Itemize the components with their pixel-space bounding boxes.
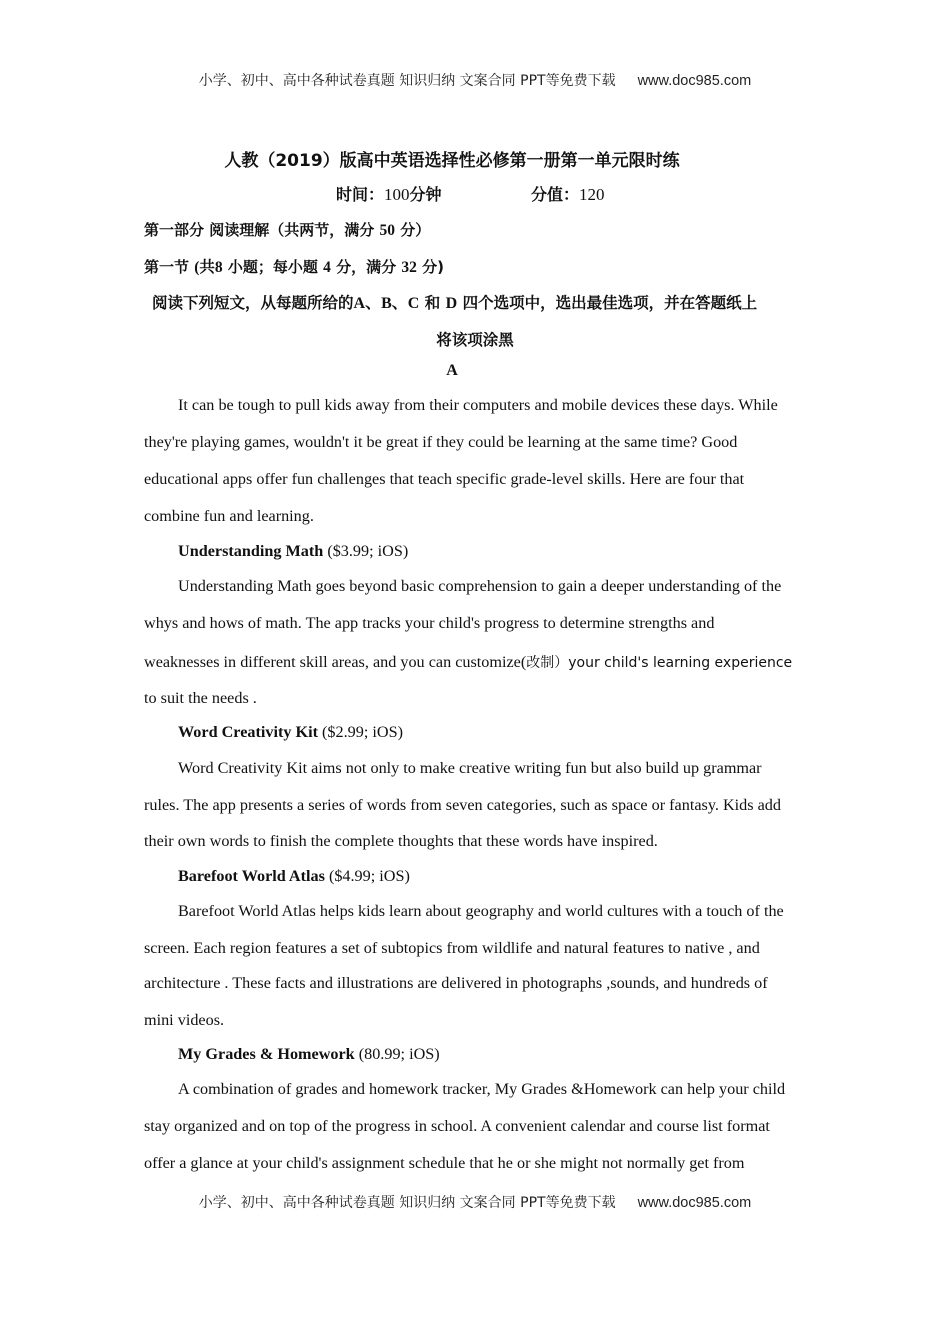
app-text-line: Barefoot World Atlas helps kids learn about geography and world cultures with a touch of the [178, 902, 784, 920]
exam-score [531, 182, 605, 205]
footer-site-link[interactable]: www.doc985.com [637, 1195, 752, 1211]
app-heading [178, 542, 408, 561]
app-info: ($2.99; iOS) [317, 723, 403, 741]
app-info: (80.99; iOS) [354, 1045, 440, 1063]
app-heading [178, 867, 410, 886]
subsection-n2: 4 [323, 259, 331, 276]
passage-label: A [446, 362, 458, 379]
app-text-line: offer a glance at your child's assignment schedule that he or she might not normally get from [144, 1154, 745, 1172]
part-heading-end: 分） [400, 221, 431, 239]
subsection-detail-c: 分，满分 [336, 258, 397, 276]
part-heading-num: 50 [379, 222, 395, 239]
part-heading [144, 219, 430, 240]
app-text-line: architecture . These facts and illustrations are delivered in photographs ,sounds, and hundreds of [144, 974, 768, 992]
score-value: 120 [579, 185, 605, 204]
app-text-line: A combination of grades and homework tracker, My Grades &Homework can help your child [178, 1080, 786, 1098]
app-text-line: stay organized and on top of the progress in school. A convenient calendar and course list format [144, 1117, 770, 1135]
app-info: ($3.99; iOS) [323, 542, 409, 560]
app-text-segment: weaknesses in different skill areas, and you can customize( [144, 653, 527, 671]
time-value: 100 [384, 185, 410, 204]
exam-title: 人教（2019）版高中英语选择性必修第一册第一单元限时练 [224, 151, 680, 171]
subsection-detail-d: 分) [422, 258, 444, 276]
intro-line: they're playing games, wouldn't it be great if they could be learning at the same time? Good [144, 433, 738, 451]
subsection-heading [144, 255, 444, 277]
subsection-n1: 8 [214, 259, 223, 276]
instruction-options: A、B、C [353, 295, 420, 312]
app-text-line: rules. The app presents a series of words from seven categories, such as space or fantasy. Kids add [144, 796, 781, 814]
app-name: My Grades & Homework [178, 1045, 355, 1063]
subsection-prefix: 第一节 [144, 258, 190, 276]
footer-banner [0, 1192, 950, 1212]
header-site-link[interactable]: www.doc985.com [637, 73, 752, 89]
header-banner [0, 70, 950, 90]
app-text-line: mini videos. [144, 1011, 225, 1029]
chinese-gloss: 改制 [526, 655, 555, 671]
instruction-part-a: 阅读下列短文，从每题所给的 [152, 294, 354, 312]
time-unit: 分钟 [409, 185, 442, 204]
instruction-line-2: 将该项涂黑 [436, 331, 514, 349]
app-name: Word Creativity Kit [178, 723, 318, 741]
app-text-line: Understanding Math goes beyond basic comprehension to gain a deeper understanding of the [178, 577, 782, 595]
header-banner-text: 小学、初中、高中各种试卷真题 知识归纳 文案合同 PPT等免费下载 [198, 73, 616, 89]
intro-line: educational apps offer fun challenges that teach specific grade-level skills. Here are four that [144, 470, 745, 488]
app-text-line: screen. Each region features a set of subtopics from wildlife and natural features to native , and [144, 939, 760, 957]
intro-line: combine fun and learning. [144, 507, 314, 525]
time-label: 时间： [336, 185, 385, 204]
app-heading [178, 723, 403, 742]
exam-time [336, 182, 442, 205]
subsection-n3: 32 [401, 259, 417, 276]
app-heading [178, 1045, 440, 1064]
app-info: ($4.99; iOS) [324, 867, 410, 885]
app-text-line: whys and hows of math. The app tracks your child's progress to determine strengths and [144, 614, 715, 632]
footer-banner-text: 小学、初中、高中各种试卷真题 知识归纳 文案合同 PPT等免费下载 [198, 1195, 616, 1211]
intro-line: It can be tough to pull kids away from their computers and mobile devices these days. While [178, 396, 778, 414]
app-name: Understanding Math [178, 542, 324, 560]
score-label: 分值： [531, 185, 580, 204]
app-text-line: to suit the needs . [144, 689, 257, 707]
instruction-line-1 [152, 290, 757, 313]
instruction-option-d: D [445, 295, 458, 312]
app-text-segment: ）your child's learning experience [554, 655, 793, 671]
app-name: Barefoot World Atlas [178, 867, 325, 885]
app-text-line: their own words to finish the complete thoughts that these words have inspired. [144, 832, 658, 850]
app-text-line: Word Creativity Kit aims not only to make creative writing fun but also build up grammar [178, 759, 762, 777]
subsection-detail-a: (共 [194, 259, 215, 276]
app-text-line [144, 652, 792, 672]
instruction-part-c: 四个选项中，选出最佳选项，并在答题纸上 [462, 294, 758, 312]
instruction-and: 和 [424, 294, 441, 312]
part-heading-text: 第一部分 阅读理解（共两节，满分 [144, 221, 375, 239]
subsection-detail-b: 小题；每小题 [227, 258, 318, 276]
